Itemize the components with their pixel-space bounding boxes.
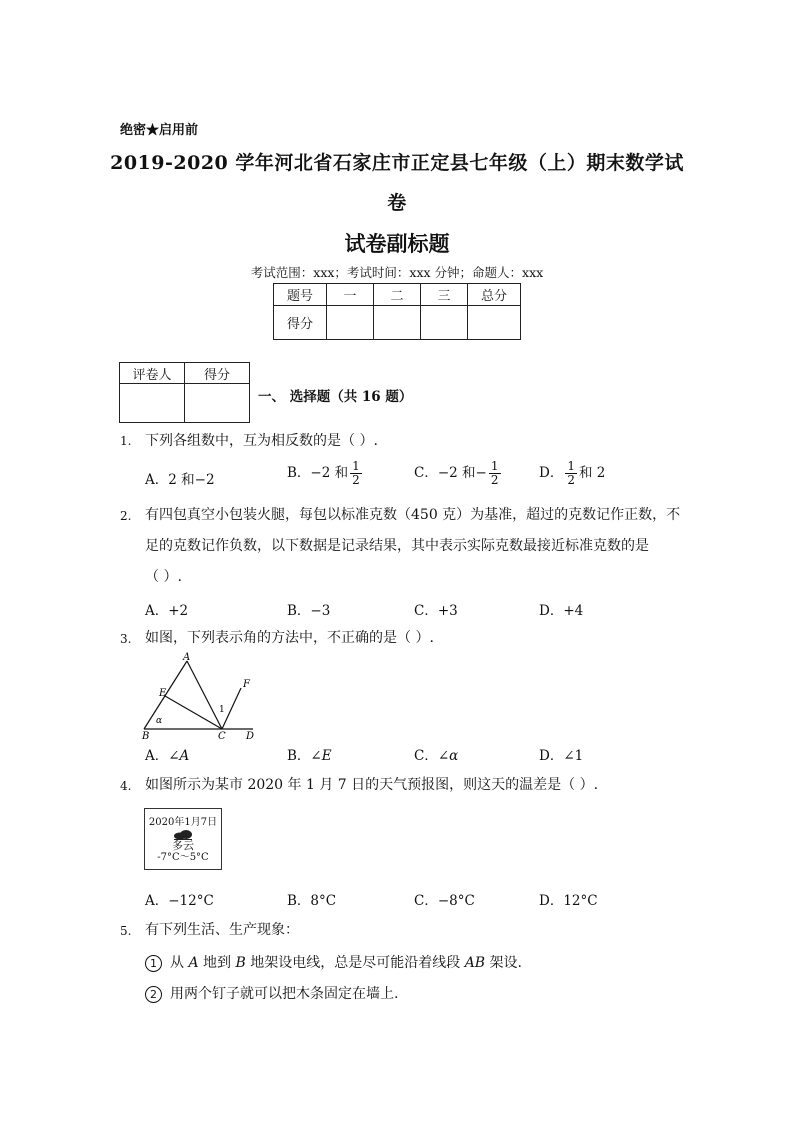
list-item: 1 从 A 地到 B 地架设电线，总是尽可能沿着线段 AB 架设. bbox=[145, 953, 522, 973]
option-c: C．+3 bbox=[414, 603, 458, 619]
label-alpha: α bbox=[156, 716, 163, 726]
option-c: C．−8°C bbox=[414, 893, 475, 909]
option-d: D．12°C bbox=[539, 893, 598, 909]
exam-subtitle: 试卷副标题 bbox=[344, 231, 450, 256]
score-row-label: 得分 bbox=[274, 306, 327, 340]
grader-cell bbox=[185, 384, 250, 423]
question-text-line1: 有四包真空小包装火腿，每包以标准克数（450 克）为基准，超过的克数记作正数，不 bbox=[145, 507, 681, 523]
option-c: C．−2 和− $\frac{1}{2}$ bbox=[414, 459, 499, 487]
grader-cell bbox=[120, 384, 185, 423]
option-b: B．8°C bbox=[287, 893, 337, 909]
option-c: C．∠α bbox=[414, 748, 459, 764]
exam-title-line2: 卷 bbox=[387, 192, 407, 214]
option-b: B．∠E bbox=[287, 748, 332, 764]
score-header-2: 二 bbox=[374, 284, 421, 306]
question-text: 下列各组数中，互为相反数的是（ ）. bbox=[145, 433, 378, 449]
score-cell bbox=[327, 306, 374, 340]
option-d: D． $\frac{1}{2}$ 和 2 bbox=[539, 459, 606, 487]
question-number: 3. bbox=[120, 632, 132, 646]
secret-label: 绝密★启用前 bbox=[120, 123, 199, 138]
label-f: F bbox=[243, 679, 250, 690]
option-b: B．−2 和 $\frac{1}{2}$ bbox=[287, 459, 360, 487]
label-e: E bbox=[159, 688, 167, 699]
score-cell bbox=[421, 306, 468, 340]
score-cell bbox=[374, 306, 421, 340]
fraction: $\frac{1}{2}$ bbox=[490, 459, 499, 487]
question-number: 4. bbox=[120, 779, 132, 793]
grader-score-header: 得分 bbox=[185, 363, 250, 384]
option-a: A．−12°C bbox=[145, 893, 214, 909]
label-d: D bbox=[246, 731, 255, 740]
weather-condition: 多云 bbox=[172, 839, 194, 852]
fraction: $\frac{1}{2}$ bbox=[567, 459, 575, 487]
option-b: B．−3 bbox=[287, 603, 331, 619]
exam-info: 考试范围：xxx；考试时间：xxx 分钟；命题人：xxx bbox=[250, 265, 544, 280]
question-text-line3: （ ）. bbox=[145, 569, 182, 585]
line-cf bbox=[222, 688, 241, 729]
option-d: D．∠1 bbox=[539, 748, 584, 764]
question-number: 2. bbox=[120, 509, 132, 523]
fraction: $\frac{1}{2}$ bbox=[352, 459, 360, 487]
option-d: D．+4 bbox=[539, 603, 584, 619]
question-number: 1. bbox=[120, 434, 132, 448]
weather-temp-range: -7°C～5°C bbox=[157, 852, 209, 863]
score-header-total: 总分 bbox=[468, 284, 521, 306]
score-header-qnum: 题号 bbox=[274, 284, 327, 306]
grader-header: 评卷人 bbox=[120, 363, 185, 384]
exam-title-line1: 2019-2020 学年河北省石家庄市正定县七年级（上）期末数学试 bbox=[110, 152, 684, 174]
weather-date: 2020年1月7日 bbox=[148, 817, 218, 828]
option-a: A．∠A bbox=[145, 748, 190, 764]
score-cell bbox=[468, 306, 521, 340]
question-text: 如图所示为某市 2020 年 1 月 7 日的天气预报图，则这天的温差是（ ）. bbox=[145, 777, 599, 793]
label-b: B bbox=[142, 731, 150, 740]
weather-forecast bbox=[144, 808, 222, 870]
question-text-line2: 足的克数记作负数，以下数据是记录结果，其中表示实际克数最接近标准克数的是 bbox=[145, 538, 649, 554]
angle-figure bbox=[140, 650, 270, 740]
score-header-3: 三 bbox=[421, 284, 468, 306]
question-text: 有下列生活、生产现象： bbox=[145, 922, 299, 938]
option-a: A．2 和−2 bbox=[145, 472, 215, 488]
score-header-1: 一 bbox=[327, 284, 374, 306]
question-text: 如图，下列表示角的方法中，不正确的是（ ）. bbox=[145, 630, 434, 646]
label-a: A bbox=[183, 652, 191, 663]
label-1: 1 bbox=[219, 705, 225, 715]
section-title: 一、 选择题（共 16 题） bbox=[258, 389, 413, 405]
circled-number: 1 bbox=[145, 955, 162, 972]
question-number: 5. bbox=[120, 924, 132, 938]
score-table bbox=[273, 283, 521, 340]
option-a: A．+2 bbox=[145, 603, 189, 619]
list-item: 2 用两个钉子就可以把木条固定在墙上. bbox=[145, 984, 398, 1004]
grader-table bbox=[119, 362, 250, 423]
circled-number: 2 bbox=[145, 986, 162, 1003]
label-c: C bbox=[218, 731, 226, 740]
